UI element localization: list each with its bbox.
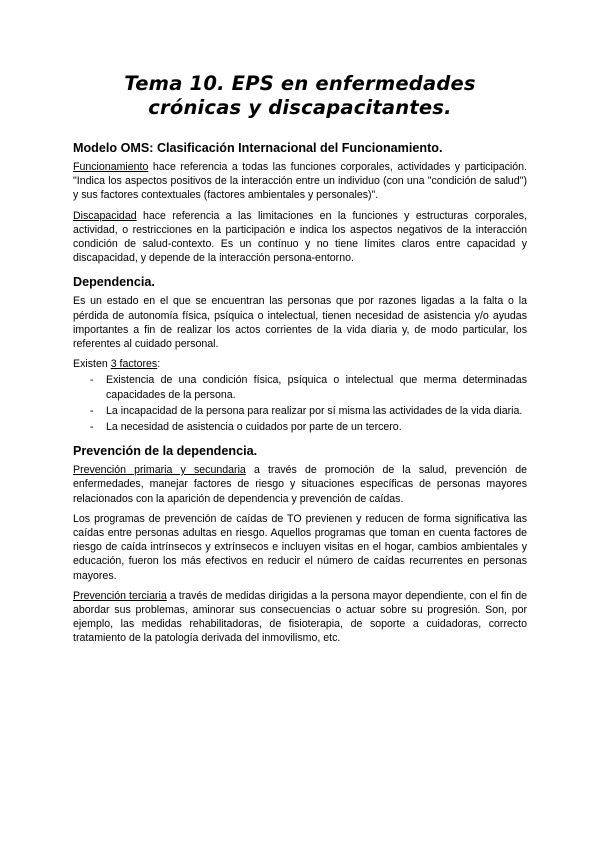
paragraph-discapacidad xyxy=(73,209,527,266)
dash-bullet: - xyxy=(90,421,94,434)
term-funcionamiento: Funcionamiento xyxy=(73,161,149,173)
factors-prefix: Existen xyxy=(73,358,111,371)
prevencion-primaria-text: a través de promoción de la salud, prevención de enfermedades, manejar factores de riesgo y situaciones específicas de personas mayores relacionados con la aparición de dependencia y prevención de caídas. xyxy=(73,464,527,505)
paragraph-prevencion-terciaria xyxy=(73,589,527,646)
document-page xyxy=(73,72,527,656)
dash-bullet: - xyxy=(90,404,94,417)
term-prevencion-primaria: Prevención primaria y secundaria xyxy=(73,464,246,477)
section-heading-prevencion: Prevención de la dependencia. xyxy=(73,444,258,459)
term-discapacidad: Discapacidad xyxy=(73,209,137,222)
discapacidad-text: hace referencia a las limitaciones en la funciones y estructuras corporales, actividad, o restricciones en la participación e indica los aspectos negativos de la interacción condición de salud-contexto. Es un contínuo y no tiene límites claros entre capacidad y discapacidad, y depende de la interacción persona-entorno. xyxy=(73,209,527,265)
list-item-text: La necesidad de asistencia o cuidados por parte de un tercero. xyxy=(106,421,402,434)
factors-list xyxy=(73,373,527,434)
term-3-factores: 3 factores xyxy=(110,358,158,371)
factors-suffix: : xyxy=(157,358,161,371)
list-item-text: La incapacidad de la persona para realizar por sí misma las actividades de la vida diaria. xyxy=(106,404,523,417)
document-title xyxy=(73,72,527,120)
section-dependencia xyxy=(73,275,527,434)
paragraph-programas-caidas: Los programas de prevención de caídas de TO previenen y reducen de forma significativa las caídas entre personas adultas en riesgo. Aquellos programas que toman en cuenta factores de riesgo de caída intrínsecos y extrínsecos e incluyen visitas en el hogar, cambios ambientales y educación, fueron los más efectivos en reducir el número de caídas recurrentes en personas mayores. xyxy=(73,512,527,582)
section-heading-oms: Modelo OMS: Clasificación Internacional del Funcionamiento. xyxy=(73,141,443,155)
list-item xyxy=(73,420,527,434)
title-line-2: crónicas y discapacitantes. xyxy=(148,96,452,119)
paragraph-prevencion-primaria xyxy=(73,463,527,506)
list-item xyxy=(73,373,527,401)
paragraph-factors-intro xyxy=(73,357,527,371)
funcionamiento-text: hace referencia a todas las funciones corporales, actividades y participación. "Indica los aspectos positivos de la interacción entre un individuo (con una "condición de salud") y sus factores contextuales (factores ambientales y personales)". xyxy=(73,161,527,202)
prevencion-terciaria-text: a través de medidas dirigidas a la persona mayor dependiente, con el fin de abordar sus problemas, aminorar sus consecuencias o actuar sobre su progresión. Son, por ejemplo, las medidas rehabilitadoras, de fisioterapia, de soporte a cuidadoras, correcto tratamiento de la patología derivada del inmovilismo, etc. xyxy=(73,589,527,645)
list-item-text: Existencia de una condición física, psíquica o intelectual que merma determinadas capacidades de la persona. xyxy=(106,374,527,401)
section-modelo-oms xyxy=(73,141,527,265)
paragraph-dependencia-definition: Es un estado en el que se encuentran las personas que por razones ligadas a la falta o la pérdida de autonomía física, psíquica o intelectual, tienen necesidad de asistencia y/o ayudas importantes a fin de realizar los actos corrientes de la vida diaria y, de modo particular, los referentes al cuidado personal. xyxy=(73,295,527,351)
title-line-1: Tema 10. EPS en enfermedades xyxy=(124,72,476,95)
section-heading-dependencia: Dependencia. xyxy=(73,275,155,290)
section-prevencion xyxy=(73,444,527,645)
list-item xyxy=(73,404,527,418)
term-prevencion-terciaria: Prevención terciaria xyxy=(73,589,167,602)
dash-bullet: - xyxy=(90,374,94,387)
paragraph-funcionamiento xyxy=(73,160,527,203)
